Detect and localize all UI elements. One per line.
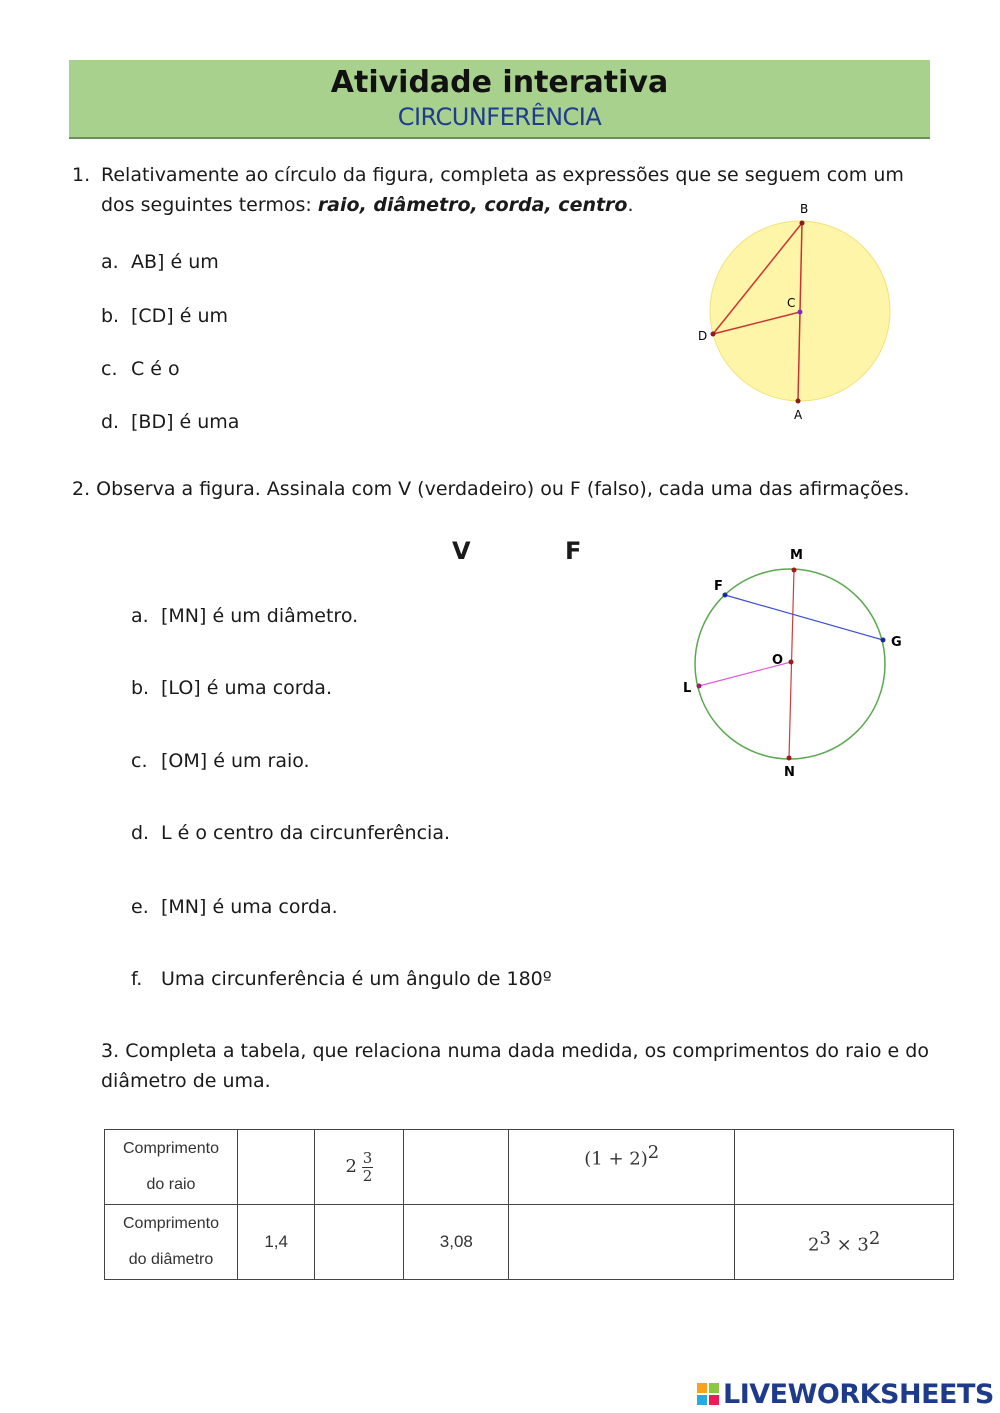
table-cell-input[interactable]: [735, 1130, 954, 1205]
radius-diameter-table: [104, 1129, 954, 1280]
point-o: [789, 660, 794, 665]
row-label-line: Comprimento: [122, 1215, 220, 1232]
table-row-diameter: [105, 1205, 954, 1280]
label-o: O: [772, 653, 784, 668]
label-n: N: [784, 765, 795, 780]
row-label-line: do diâmetro: [128, 1251, 214, 1268]
point-d: [711, 332, 716, 337]
table-cell-value: 3,08: [404, 1205, 509, 1280]
point-f: [723, 593, 728, 598]
liveworksheets-logo: [697, 1378, 994, 1410]
header-banner: [69, 60, 930, 139]
logo-icon: [697, 1383, 719, 1405]
page-title: Atividade interativa: [330, 65, 669, 100]
q2-item-d: [131, 820, 450, 846]
q1-item-text: [CD] é um: [131, 305, 229, 327]
fraction-denominator: 2: [362, 1166, 373, 1185]
q1-item-letter: c.: [101, 358, 118, 380]
row-label-radius: [105, 1130, 238, 1205]
point-n: [787, 756, 792, 761]
circle-figure-1: [690, 195, 905, 430]
q2-item-a: [131, 603, 358, 629]
q1-item-c: [101, 356, 180, 382]
segment-fg: [725, 595, 883, 640]
point-l: [697, 684, 702, 689]
label-m: M: [790, 548, 803, 563]
q1-item-letter: d.: [101, 411, 120, 433]
table-row-radius: [105, 1130, 954, 1205]
q2-item-letter: b.: [131, 677, 150, 699]
point-c: [798, 310, 803, 315]
q1-item-text: AB] é um: [131, 251, 219, 273]
q1-item-d: [101, 409, 239, 435]
product-operator: ×: [830, 1234, 858, 1256]
q2-item-text: L é o centro da circunferência.: [161, 822, 451, 844]
label-c: C: [787, 296, 796, 310]
q2-item-b: [131, 675, 332, 701]
q2-item-text: Uma circunferência é um ângulo de 180º: [161, 968, 552, 990]
q2-item-text: [OM] é um raio.: [161, 750, 310, 772]
table-cell-input[interactable]: [238, 1130, 315, 1205]
power-exponent: 2: [647, 1142, 660, 1163]
circle-figure-2: [678, 540, 913, 785]
q2-item-f: [131, 966, 552, 992]
q1-item-letter: b.: [101, 305, 120, 327]
column-v-header: V: [452, 537, 471, 565]
label-l: L: [683, 681, 692, 696]
row-label-line: do raio: [146, 1176, 196, 1193]
q2-item-letter: f.: [131, 968, 143, 990]
point-a: [796, 399, 801, 404]
row-label-line: Comprimento: [122, 1140, 220, 1157]
point-b: [800, 221, 805, 226]
row-label-diameter: [105, 1205, 238, 1280]
q2-item-letter: c.: [131, 750, 148, 772]
q2-item-text: [MN] é uma corda.: [161, 896, 338, 918]
q1-item-b: [101, 303, 228, 329]
q1-item-a: [101, 249, 219, 275]
q1-number: 1.: [72, 164, 91, 186]
product-base-a: 2: [807, 1234, 820, 1256]
table-cell-product: [735, 1205, 954, 1280]
product-exp-a: 3: [819, 1228, 831, 1250]
q1-item-letter: a.: [101, 251, 119, 273]
table-cell-power: [509, 1130, 735, 1205]
q2-item-letter: a.: [131, 605, 149, 627]
page-subtitle: CIRCUNFERÊNCIA: [397, 103, 602, 131]
q2-item-letter: e.: [131, 896, 149, 918]
fraction-numerator: 3: [362, 1148, 373, 1167]
q1-item-text: [BD] é uma: [131, 411, 240, 433]
table-cell-input[interactable]: [315, 1205, 404, 1280]
q2-text: 2. Observa a figura. Assinala com V (verdadeiro) ou F (falso), cada uma das afirmações.: [72, 478, 910, 500]
label-g: G: [891, 635, 902, 650]
product-exp-b: 2: [868, 1228, 881, 1250]
table-cell-mixed-fraction: [315, 1130, 404, 1205]
table-cell-input[interactable]: [404, 1130, 509, 1205]
table-cell-value: 1,4: [238, 1205, 315, 1280]
label-a: A: [794, 408, 803, 422]
fraction: [362, 1150, 374, 1185]
label-b: B: [800, 202, 809, 216]
q2-item-text: [LO] é uma corda.: [161, 677, 332, 699]
power-base: (1 + 2): [584, 1148, 648, 1170]
q2-item-letter: d.: [131, 822, 150, 844]
label-d: D: [698, 329, 708, 343]
logo-text: LIVEWORKSHEETS: [723, 1378, 994, 1410]
column-f-header: F: [565, 537, 582, 565]
q2-item-e: [131, 894, 338, 920]
product-base-b: 3: [857, 1234, 869, 1256]
point-m: [792, 568, 797, 573]
q1-instruction: Relativamente ao círculo da figura, completa as expressões que se seguem com um dos seguintes termos:: [101, 164, 904, 216]
q1-terms-end: .: [627, 194, 634, 216]
q3-text: 3. Completa a tabela, que relaciona numa dada medida, os comprimentos do raio e do diâmetro de uma.: [101, 1040, 929, 1092]
q1-item-text: C é o: [131, 358, 180, 380]
q1-terms: raio, diâmetro, corda, centro: [317, 194, 628, 216]
q2-item-c: [131, 748, 310, 774]
label-f: F: [714, 579, 723, 594]
q2-item-text: [MN] é um diâmetro.: [161, 605, 359, 627]
table-cell-input[interactable]: [509, 1205, 735, 1280]
mixed-whole: 2: [345, 1155, 357, 1177]
point-g: [881, 638, 886, 643]
